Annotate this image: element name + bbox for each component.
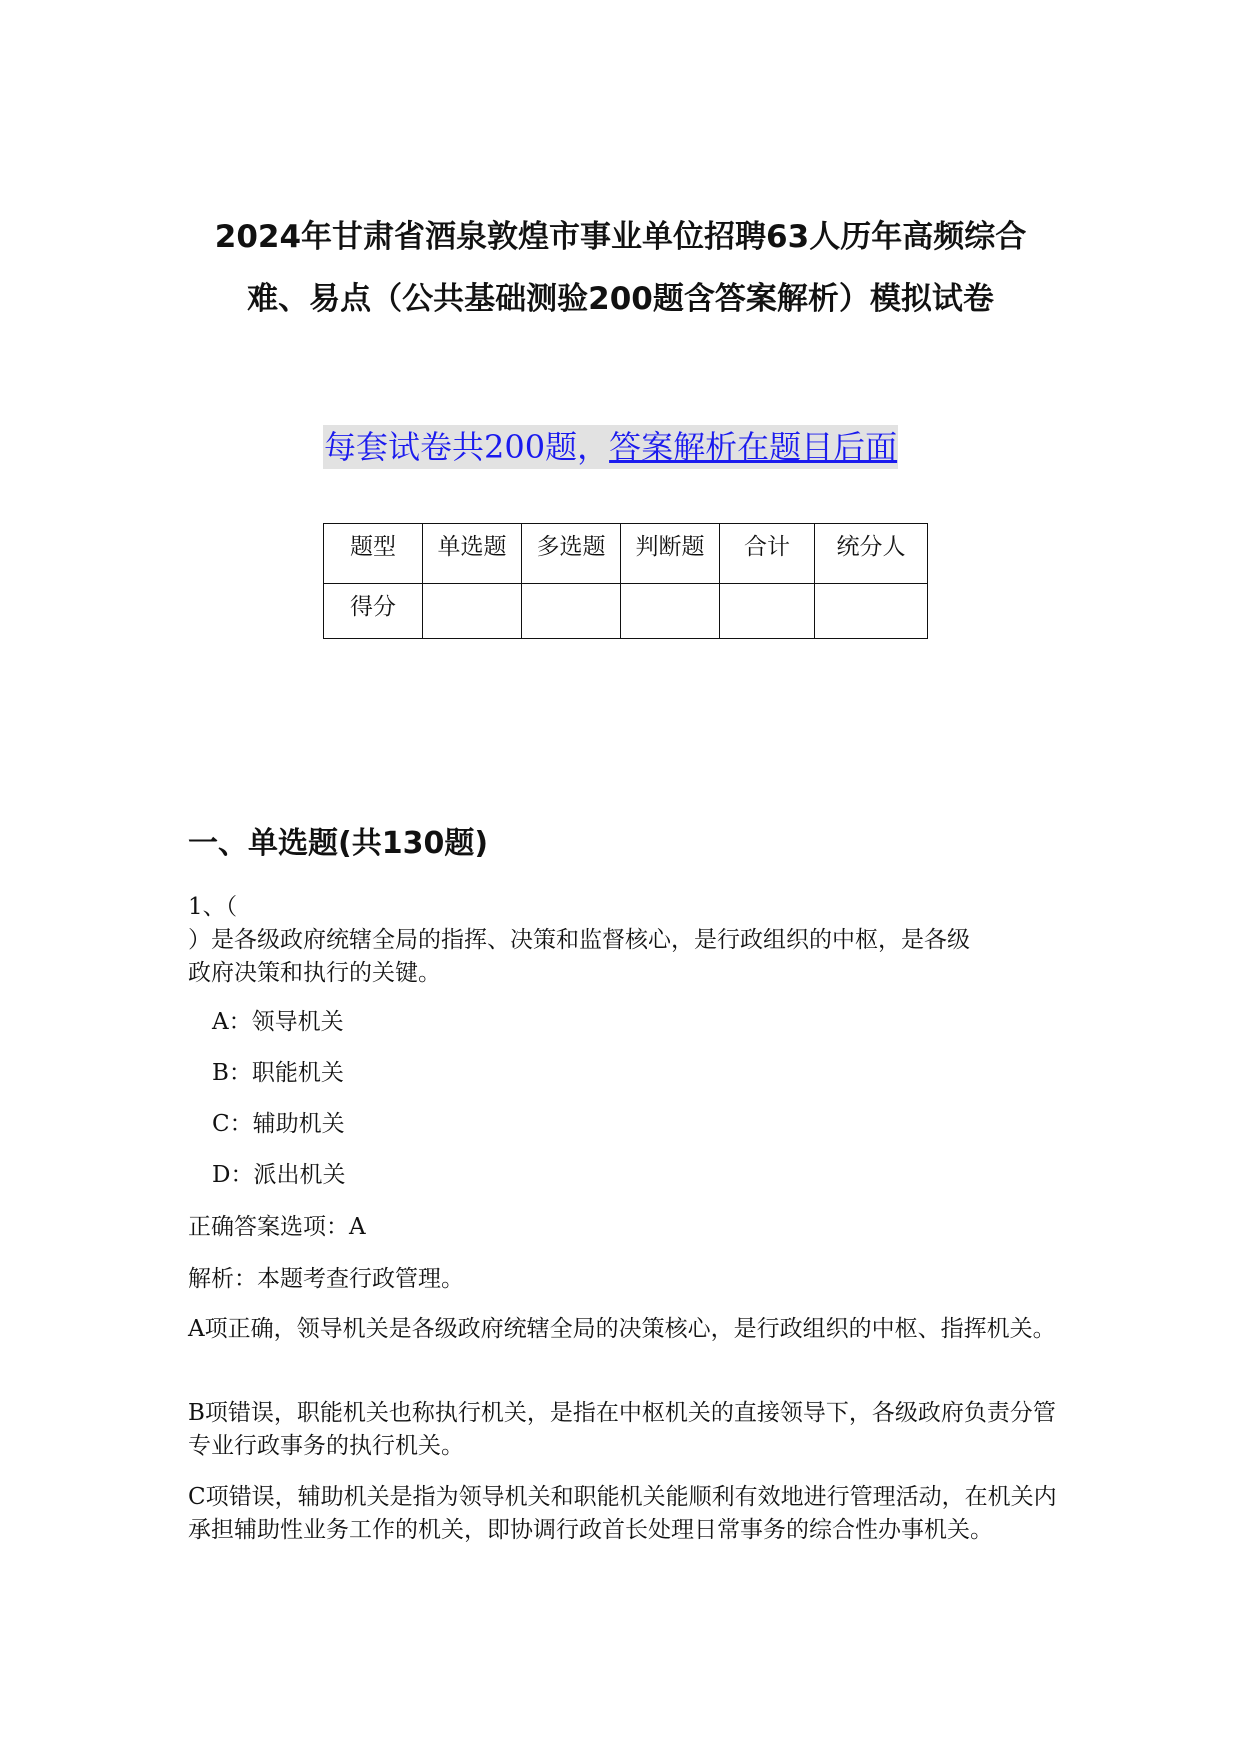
score-row-label: 得分 [324,584,423,639]
page-title [0,206,1241,330]
banner-text: 每套试卷共200题， [324,428,610,466]
score-table [323,523,928,639]
header-cell-total: 合计 [720,524,815,584]
header-cell-judge: 判断题 [621,524,720,584]
answer-location-link[interactable]: 答案解析在题目后面 [609,428,898,466]
header-cell-scorer: 统分人 [815,524,928,584]
option-b: B：职能机关 [212,1060,344,1086]
title-line-1: 2024年甘肃省酒泉敦煌市事业单位招聘63人历年高频综合 [214,219,1027,255]
question-1-stem [188,924,1058,990]
score-cell-scorer [815,584,928,639]
score-table-header-row [324,524,928,584]
question-count-banner [323,425,898,469]
title-line-2: 难、易点（公共基础测验200题含答案解析）模拟试卷 [247,281,994,317]
option-c: C：辅助机关 [212,1111,345,1137]
question-1-stem-line-2: 政府决策和执行的关键。 [188,960,441,986]
score-cell-single [423,584,522,639]
header-cell-multi: 多选题 [522,524,621,584]
header-cell-type: 题型 [324,524,423,584]
correct-answer: 正确答案选项：A [188,1214,366,1240]
explanation-b: B项错误，职能机关也称执行机关，是指在中枢机关的直接领导下，各级政府负责分管专业行政事务的执行机关。 [188,1400,1056,1459]
explanation-a: A项正确，领导机关是各级政府统辖全局的决策核心，是行政组织的中枢、指挥机关。 [188,1316,1056,1342]
explanation-c: C项错误，辅助机关是指为领导机关和职能机关能顺利有效地进行管理活动，在机关内承担辅助性业务工作的机关，即协调行政首长处理日常事务的综合性办事机关。 [188,1484,1057,1543]
header-cell-single: 单选题 [423,524,522,584]
question-1-number: 1、（ [188,894,238,920]
option-a: A：领导机关 [212,1009,344,1035]
option-d: D：派出机关 [212,1162,346,1188]
analysis-intro: 解析：本题考查行政管理。 [188,1266,464,1292]
score-cell-judge [621,584,720,639]
question-1-stem-line-1: ）是各级政府统辖全局的指挥、决策和监督核心，是行政组织的中枢，是各级 [188,927,970,953]
score-cell-multi [522,584,621,639]
section-title: 一、单选题(共130题) [188,826,489,861]
score-table-score-row [324,584,928,639]
score-cell-total [720,584,815,639]
